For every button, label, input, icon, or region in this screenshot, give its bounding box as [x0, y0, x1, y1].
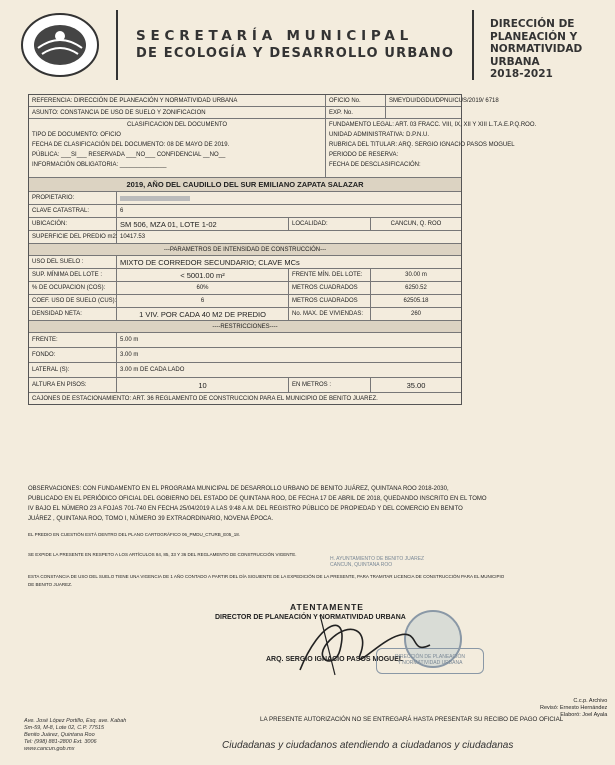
constancia-form: [28, 94, 537, 405]
fundamento-legal: FUNDAMENTO LEGAL: ART. 03 FRACC. VIII, IX, XII Y XIII L.T.A.E.P.Q.ROO.: [329, 122, 537, 128]
observaciones-line: JUÁREZ , QUINTANA ROO, TOMO I, NÚMERO 39 EXTRAORDINARIO, NOVENA ÉPOCA.: [28, 516, 274, 522]
header: [8, 4, 608, 84]
cus-value: 6: [117, 295, 289, 307]
direction-block: [490, 18, 582, 81]
header-divider-left: [116, 10, 118, 80]
propietario-label: PROPIETARIO:: [29, 192, 117, 204]
address-line: Benito Juárez, Quintana Roo: [24, 732, 95, 738]
title-line2: DE ECOLOGÍA Y DESARROLLO URBANO: [136, 46, 455, 61]
stamp-line: H. AYUNTAMIENTO DE BENITO JUAREZ: [330, 556, 425, 562]
metros-cuadrados-value: 6250.52: [405, 285, 427, 291]
anio-banner: 2019, AÑO DEL CAUDILLO DEL SUR EMILIANO ZAPATA SALAZAR: [126, 180, 364, 189]
unidad-administrativa: UNIDAD ADMINISTRATIVA: D.P.N.U.: [329, 132, 430, 138]
observaciones-line: PUBLICADO EN EL PERIÓDICO OFICIAL DEL GOBIERNO DEL ESTADO DE QUINTANA ROO, DE FECHA 17 DE ABRIL DE 2018, QUEDANDO INSCRITO EN EL TOMO: [28, 496, 487, 502]
frente-value: 5.00 m: [120, 337, 139, 343]
clave-catastral-value: 6: [120, 208, 124, 214]
altura-metros-value: 35.00: [406, 380, 426, 390]
localidad-label: LOCALIDAD:: [289, 218, 371, 230]
viviendas-label: No. MAX. DE VIVIENDAS:: [289, 308, 371, 320]
director-title: DIRECTOR DE PLANEACIÓN Y NORMATIVIDAD URBANA: [215, 614, 406, 621]
vigencia-note: ESTA CONSTANCIA DE USO DEL SUELO TIENE UNA VIGENCIA DE 1 AÑO CONTADO A PARTIR DEL DÍA SIGUIENTE DE LA EXPEDICIÓN DE LA PRESENTE, PARA TRAMITAR LICENCIA DE CONSTRUCCIÓN PARA EL MUNICIPIO: [28, 574, 505, 579]
fundamento-block: [326, 119, 537, 177]
exp-value: [386, 107, 461, 118]
address-block: [24, 718, 126, 753]
header-divider-right: [472, 10, 474, 80]
cos-label: % DE OCUPACION (COS):: [29, 282, 117, 294]
oficio-value: SMEYDU/DGDU/DPNU/CUS/2019/ 6718: [389, 97, 499, 104]
frente-label: FRENTE:: [29, 333, 117, 347]
observaciones-line: OBSERVACIONES: CON FUNDAMENTO EN EL PROGRAMA MUNICIPAL DE DESARROLLO URBANO DE BENITO JUÁREZ, QUINTANA ROO 2018-2030,: [28, 486, 449, 492]
superficie-value: 10417.53: [120, 234, 146, 240]
frente-min-label: FRENTE MÍN. DEL LOTE:: [289, 269, 371, 281]
stamp-line: DIRECCIÓN DE PLANEACIÓN: [394, 654, 465, 660]
municipal-seal-icon: [20, 12, 100, 78]
direction-line: DIRECCIÓN DE: [490, 18, 575, 30]
fecha-desclasificacion: FECHA DE DESCLASIFICACIÓN:: [329, 162, 421, 168]
vigencia-note-end: DE BENITO JUAREZ.: [28, 582, 73, 587]
observaciones: [28, 484, 583, 524]
presente-note: LA PRESENTE AUTORIZACIÓN NO SE ENTREGARÁ HASTA PRESENTAR SU RECIBO DE PAGO OFICIAL: [260, 716, 564, 723]
tipo-documento: TIPO DE DOCUMENTO: OFICIO: [32, 132, 121, 138]
asunto: ASUNTO: CONSTANCIA DE USO DE SUELO Y ZONIFICACION: [29, 107, 326, 118]
address-line: Sm-59, M-8, Lote 02, C.P. 77515: [24, 725, 104, 731]
exp-label: EXP. No.: [326, 107, 386, 118]
fondo-label: FONDO:: [29, 348, 117, 362]
propietario-value: [117, 192, 461, 204]
ccp-line: C.c.p. Archivo: [573, 698, 608, 704]
publica-line: PÚBLICA: ___SI___ RESERVADA ___NO___ CONFIDENCIAL __NO__: [32, 152, 226, 158]
ccp-line: Elaboró: Joel Ayala: [560, 712, 608, 718]
rubrica-titular: RUBRICA DEL TITULAR: ARQ. SERGIO IGNACIO PASOS MOGUEL: [329, 142, 515, 148]
altura-pisos-value: 10: [117, 378, 289, 392]
footer-slogan: Ciudadanas y ciudadanos atendiendo a ciudadanos y ciudadanas: [222, 740, 514, 751]
signature-icon: [280, 600, 450, 680]
restricciones-title: ----RESTRICCIONES----: [212, 323, 278, 330]
frente-min-value: 30.00 m: [405, 272, 427, 278]
superficie-label: SUPERFICIE DEL PREDIO m2:: [29, 231, 117, 243]
cus-label: COEF. USO DE SUELO (CUS):: [29, 295, 117, 307]
sup-minima-value: < 5001.00 m²: [117, 269, 289, 281]
sup-minima-label: SUP. MÍNIMA DEL LOTE :: [29, 269, 117, 281]
direction-line: URBANA: [490, 55, 540, 68]
altura-metros-label: EN METROS :: [289, 378, 371, 392]
uso-suelo-label: USO DEL SUELO :: [29, 256, 117, 268]
clave-catastral-label: CLAVE CATASTRAL:: [29, 205, 117, 217]
title-line1: SECRETARÍA MUNICIPAL: [136, 28, 413, 44]
lateral-value: 3.00 m DE CADA LADO: [120, 367, 185, 373]
plano-note: EL PREDIO EN CUESTIÓN ESTÁ DENTRO DEL PLANO CARTOGRÁFICO 06_PMDU_CTURB_E05_18.: [28, 532, 241, 537]
altura-pisos-label: ALTURA EN PISOS:: [29, 378, 117, 392]
stamp-line: Y NORMATIVIDAD URBANA: [397, 660, 463, 666]
header-title: [136, 28, 454, 61]
referencia: REFERENCIA: DIRECCIÓN DE PLANEACIÓN Y NORMATIVIDAD URBANA: [29, 95, 326, 106]
address-line: Ave. José López Portillo, Esq. ave. Kabah: [24, 718, 127, 724]
localidad-value: CANCUN, Q. ROO: [390, 221, 442, 227]
metros-cuadrados-value: 62505.18: [403, 298, 429, 304]
densidad-label: DENSIDAD NETA:: [29, 308, 117, 320]
direction-line: PLANEACIÓN Y: [490, 30, 578, 43]
signatory-name: ARQ. SERGIO IGNACIO PASOS MOGUEL: [266, 656, 404, 663]
ubicacion-value: SM 506, MZA 01, LOTE 1-02: [117, 218, 289, 230]
ubicacion-label: UBICACIÓN:: [29, 218, 117, 230]
uso-suelo-value: MIXTO DE CORREDOR SECUNDARIO; CLAVE MCs: [120, 257, 300, 267]
metros-cuadrados-label: METROS CUADRADOS: [289, 295, 371, 307]
direction-years: 2018-2021: [490, 68, 553, 80]
viviendas-value: 260: [410, 311, 421, 317]
fondo-value: 3.00 m: [120, 352, 139, 358]
stamp-top-text: [330, 556, 490, 568]
expide-note: SE EXPIDE LA PRESENTE EN RESPETO A LOS ARTÍCULOS 84, 85, 33 Y 36 DEL REGLAMENTO DE CONSTRUCCIÓN VIGENTE.: [28, 552, 297, 557]
lateral-label: LATERAL (S):: [29, 363, 117, 377]
metros-cuadrados-label: METROS CUADRADOS: [289, 282, 371, 294]
fecha-clasificacion: FECHA DE CLASIFICACIÓN DEL DOCUMENTO: 08 DE MAYO DE 2019.: [32, 142, 230, 148]
parametros-title: ---PARAMETROS DE INTENSIDAD DE CONSTRUCCIÓN---: [163, 246, 327, 253]
clasificacion-block: [29, 119, 326, 177]
direction-line: NORMATIVIDAD: [490, 43, 583, 55]
cos-value: 60%: [117, 282, 289, 294]
ccp-block: [540, 698, 607, 719]
stamp-line: CANCUN, QUINTANA ROO: [330, 562, 393, 568]
clasificacion-title: CLASIFICACION DEL DOCUMENTO: [126, 122, 227, 128]
address-line: Tel: (998) 881-2800 Ext. 3006: [24, 739, 97, 745]
cajones-estacionamiento: CAJONES DE ESTACIONAMIENTO: ART. 36 REGLAMENTO DE CONSTRUCCION PARA EL MUNICIPIO DE BENITO JUAREZ.: [32, 395, 378, 402]
periodo-reserva: PERIODO DE RESERVA:: [329, 152, 399, 158]
address-line: www.cancun.gob.mx: [24, 746, 75, 752]
ccp-line: Revisó: Ernesto Hernández: [540, 705, 608, 711]
observaciones-line: IV BAJO EL NÚMERO 23 A FOJAS 701-740 EN FECHA 25/04/2019 A LAS 9:48 A.M. DEL REGISTRO PÚBLICO DE PROPIEDAD Y DEL COMERCIO EN BENITO: [28, 506, 463, 512]
informacion-obligatoria: INFORMACIÓN OBLIGATORIA: ______________: [32, 162, 167, 168]
oficio-label: OFICIO No.: [326, 95, 386, 106]
densidad-value: 1 VIV. POR CADA 40 M2 DE PREDIO: [117, 308, 289, 320]
atentamente: ATENTAMENTE: [290, 602, 364, 612]
